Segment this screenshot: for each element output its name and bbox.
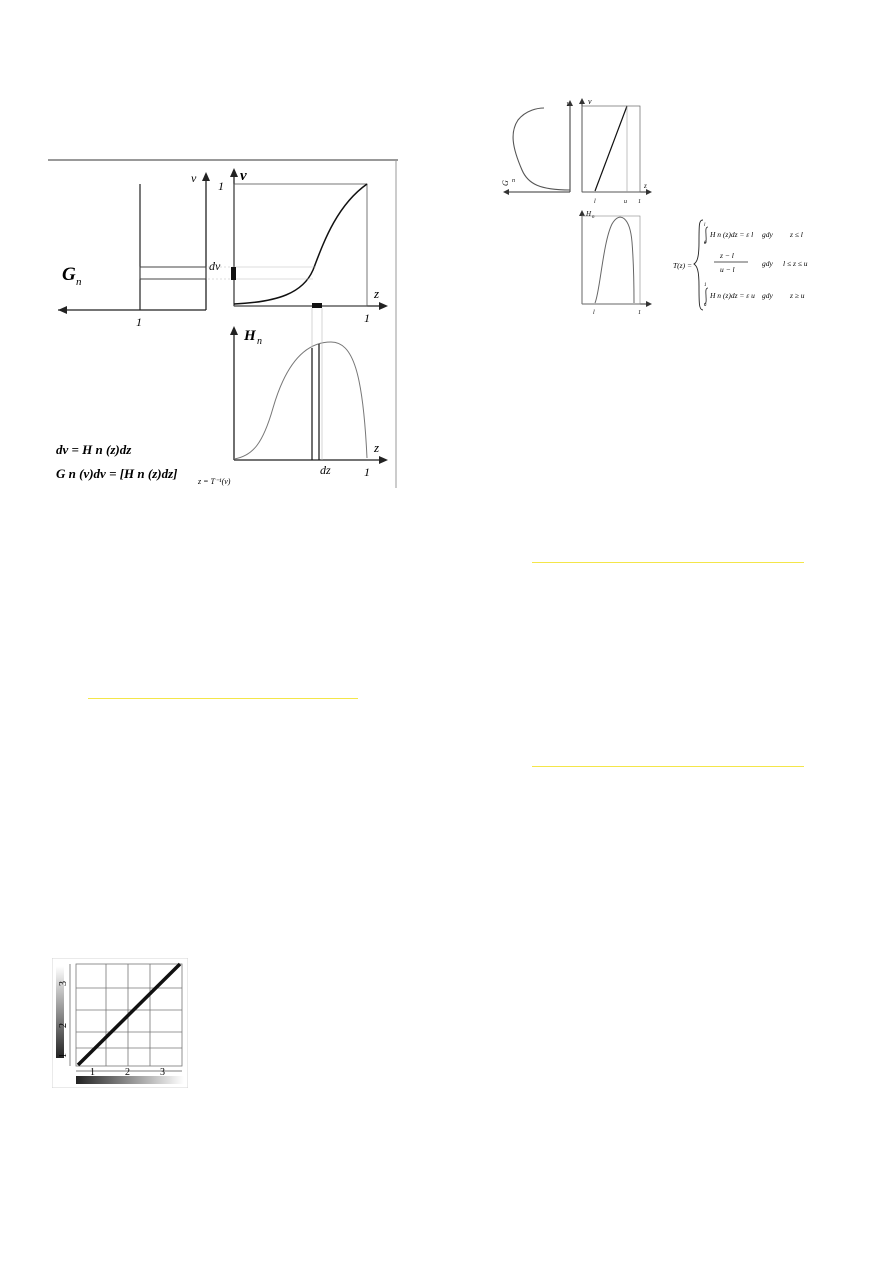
equation-1: dv = H n (z)dz <box>56 442 132 457</box>
f2-case-1: H n (z)dz = ε l <box>710 230 754 239</box>
figure-1-histogram-equalization <box>48 158 398 488</box>
f2-hist-curve <box>595 217 634 303</box>
f2-transfer-x-arrow <box>646 189 652 195</box>
f2-transfer-y-label: v <box>588 97 592 106</box>
f2-int-upper-3: 1 <box>704 283 707 288</box>
f2-transfer-line <box>595 106 627 191</box>
f3-x-tick-2: 2 <box>125 1067 130 1078</box>
hist-x-tick-one: 1 <box>364 465 370 479</box>
hist-y-sub: n <box>257 336 262 347</box>
transfer-panel <box>206 168 388 325</box>
f3-x-tick-1: 1 <box>90 1067 95 1078</box>
gn-top-tick: v <box>191 171 197 185</box>
f2-int-upper-1: l <box>704 223 706 228</box>
figure-2-contrast-stretch <box>500 92 830 322</box>
transfer-curve <box>234 184 367 304</box>
f2-transfer-x-tick-one: 1 <box>638 199 641 205</box>
f2-transfer-x-tick-l: l <box>594 199 596 205</box>
f3-y-tick-3: 3 <box>58 981 69 986</box>
figure-3-linear-mapping <box>52 958 188 1088</box>
f2-hist-sub: n <box>592 215 595 220</box>
f2-gn-sub: n <box>512 178 515 184</box>
f2-transfer-panel <box>566 97 652 205</box>
f2-transfer-y-tick-one: 1 <box>566 102 569 108</box>
f2-case-2-num: z − l <box>720 251 734 260</box>
f2-case-2-den: u − l <box>720 265 735 274</box>
figure-2-svg <box>500 92 830 322</box>
hist-y-label: H <box>244 328 256 344</box>
gn-panel <box>58 171 221 329</box>
hist-y-arrow <box>230 326 238 335</box>
transfer-y-arrow <box>230 168 238 177</box>
f2-case-3: H n (z)dz = ε u <box>710 291 755 300</box>
f2-hist-y-arrow <box>579 210 585 216</box>
f3-y-gradient <box>56 966 64 1058</box>
f2-integral-3 <box>704 288 708 304</box>
f2-transfer-x-label: z <box>644 182 647 190</box>
f2-transfer-y-arrow <box>579 98 585 104</box>
gn-axis-label: G <box>62 264 76 285</box>
hist-x-label: z <box>374 440 380 455</box>
f3-diagonal-line <box>78 964 180 1065</box>
transfer-y-label: v <box>240 168 247 184</box>
figure-3-svg <box>52 958 188 1088</box>
f2-case-1-cond: z ≤ l <box>790 230 803 239</box>
f2-int-lower-3: u <box>704 303 707 308</box>
transfer-x-tick-one: 1 <box>364 311 370 325</box>
gn-axis-sub: n <box>76 276 82 288</box>
f2-formula-brace <box>694 220 703 310</box>
f2-gn-panel <box>501 100 573 195</box>
gn-x-arrow <box>58 306 67 314</box>
f2-hist-x-tick-one: 1 <box>638 310 641 316</box>
f2-hist-label: H <box>586 210 592 218</box>
transfer-x-arrow <box>379 302 388 310</box>
transfer-y-tick-one: 1 <box>218 179 224 193</box>
f2-formula <box>673 220 808 310</box>
equation-2-subscript: z = T⁻¹(v) <box>198 477 231 486</box>
highlight-line-right-1 <box>532 562 804 563</box>
f2-case-3-cond: z ≥ u <box>790 291 805 300</box>
hist-panel <box>230 308 388 479</box>
f2-hist-x-arrow <box>646 301 652 307</box>
f2-gn-curve <box>513 108 570 190</box>
f3-y-tick-2: 2 <box>58 1023 69 1028</box>
gn-dv-label: dv <box>209 259 221 273</box>
f2-case-1-cond-word: gdy <box>762 230 773 239</box>
f2-hist-x-tick-l: l <box>593 310 595 316</box>
f2-case-2-cond-word: gdy <box>762 259 773 268</box>
gn-y-arrow <box>202 172 210 181</box>
gn-dv-band <box>140 267 206 279</box>
f3-y-tick-1: 1 <box>58 1053 69 1058</box>
transfer-x-label: z <box>374 286 380 301</box>
highlight-line-left <box>88 698 358 699</box>
f2-hist-box <box>582 216 640 304</box>
f2-transfer-x-tick-u: u <box>624 199 627 205</box>
f2-int-lower-1: 0 <box>704 241 707 246</box>
highlight-line-right-2 <box>532 766 804 767</box>
f3-x-tick-3: 3 <box>160 1067 165 1078</box>
f2-hist-panel <box>579 210 652 316</box>
f2-case-2-cond: l ≤ z ≤ u <box>783 259 808 268</box>
f2-case-3-cond-word: gdy <box>762 291 773 300</box>
f2-formula-lhs: T(z) = <box>673 261 693 270</box>
f2-gn-label: G <box>501 180 510 186</box>
hist-x-arrow <box>379 456 388 464</box>
transfer-dz-marker <box>312 303 322 308</box>
hist-dz-label: dz <box>320 463 331 477</box>
gn-tick-one: 1 <box>136 315 142 329</box>
hist-curve <box>234 342 367 459</box>
equation-2: G n (v)dv = [H n (z)dz] <box>56 466 178 481</box>
f2-gn-x-arrow <box>503 189 509 195</box>
figure-1-svg <box>48 158 398 488</box>
transfer-dv-marker <box>231 267 236 280</box>
